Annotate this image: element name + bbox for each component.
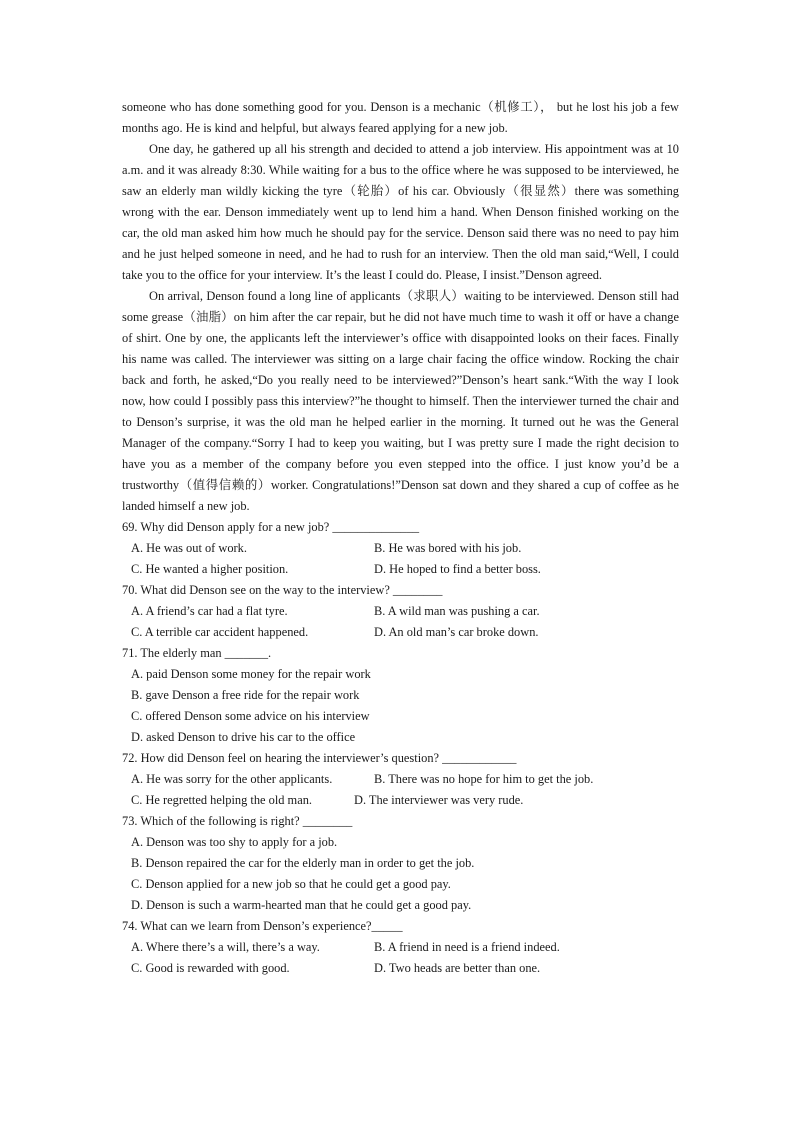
option-b: B. A friend in need is a friend indeed. <box>374 940 560 954</box>
option-row <box>122 538 679 559</box>
option-row <box>122 874 679 895</box>
option-b: B. gave Denson a free ride for the repair work <box>131 688 360 702</box>
option-row <box>122 937 679 958</box>
passage-paragraph-1: someone who has done something good for you. Denson is a mechanic（机修工）， but he lost his job a few months ago. He is kind and helpful, but always feared applying for a new job. <box>122 100 679 135</box>
question-stem: 69. Why did Denson apply for a new job? ______________ <box>122 520 420 534</box>
question-74 <box>122 916 679 979</box>
option-c: C. A terrible car accident happened. <box>131 625 309 639</box>
option-d: D. An old man’s car broke down. <box>374 625 539 639</box>
option-row <box>122 895 679 916</box>
option-row <box>122 790 679 811</box>
option-a: A. Where there’s a will, there’s a way. <box>131 940 320 954</box>
option-row <box>122 706 679 727</box>
option-c: C. Denson applied for a new job so that he could get a good pay. <box>131 877 451 891</box>
question-72 <box>122 748 679 811</box>
option-c: C. He regretted helping the old man. <box>131 793 312 807</box>
question-stem: 74. What can we learn from Denson’s experience?_____ <box>122 919 403 933</box>
option-row <box>122 559 679 580</box>
question-stem: 70. What did Denson see on the way to the interview? ________ <box>122 583 443 597</box>
option-c: C. Good is rewarded with good. <box>131 961 290 975</box>
option-d: D. asked Denson to drive his car to the office <box>131 730 356 744</box>
option-row <box>122 958 679 979</box>
option-row <box>122 664 679 685</box>
option-a: A. A friend’s car had a flat tyre. <box>131 604 288 618</box>
option-row <box>122 622 679 643</box>
option-d: D. The interviewer was very rude. <box>354 793 524 807</box>
option-b: B. He was bored with his job. <box>374 541 522 555</box>
question-69 <box>122 517 679 580</box>
option-row <box>122 853 679 874</box>
option-b: B. Denson repaired the car for the elderly man in order to get the job. <box>131 856 475 870</box>
question-70 <box>122 580 679 643</box>
question-stem: 72. How did Denson feel on hearing the interviewer’s question? ____________ <box>122 751 517 765</box>
option-a: A. paid Denson some money for the repair work <box>131 667 371 681</box>
option-row <box>122 601 679 622</box>
question-71 <box>122 643 679 748</box>
option-c: C. He wanted a higher position. <box>131 562 289 576</box>
option-d: D. Denson is such a warm-hearted man that he could get a good pay. <box>131 898 472 912</box>
option-b: B. There was no hope for him to get the job. <box>374 772 594 786</box>
option-a: A. Denson was too shy to apply for a job. <box>131 835 338 849</box>
option-d: D. Two heads are better than one. <box>374 961 541 975</box>
option-b: B. A wild man was pushing a car. <box>374 604 540 618</box>
option-row <box>122 727 679 748</box>
question-stem: 73. Which of the following is right? ________ <box>122 814 353 828</box>
option-d: D. He hoped to find a better boss. <box>374 562 541 576</box>
option-a: A. He was sorry for the other applicants. <box>131 772 333 786</box>
option-c: C. offered Denson some advice on his interview <box>131 709 370 723</box>
option-row <box>122 685 679 706</box>
question-73 <box>122 811 679 916</box>
option-row <box>122 769 679 790</box>
document-page <box>122 97 679 979</box>
option-row <box>122 832 679 853</box>
passage-paragraph-2: One day, he gathered up all his strength and decided to attend a job interview. His appointment was at 10 a.m. and it was already 8:30. While waiting for a bus to the office where he was supposed to be interviewed, he saw an elderly man wildly kicking the tyre（轮胎）of his car. Obviously（很显然）there was something wrong with the ear. Denson immediately went up to lend him a hand. When Denson finished working on the car, the old man asked him how much he should pay for the service. Denson said there was no need to pay him and he just helped someone in need, and he had to rush for an interview. Then the old man said,“Well, I could take you to the office for your interview. It’s the least I could do. Please, I insist.”Denson agreed. <box>122 142 679 282</box>
passage-paragraph-3: On arrival, Denson found a long line of applicants（求职人）waiting to be interviewed. Denson still had some grease（油脂）on him after the car repair, but he did not have much time to wash it off or have a change of shirt. One by one, the applicants left the interviewer’s office with disappointed looks on their faces. Finally his name was called. The interviewer was sitting on a large chair facing the office window. Rocking the chair back and forth, he asked,“Do you really need to be interviewed?”Denson’s heart sank.“With the way I look now, how could I possibly pass this interview?”he thought to himself. Then the interviewer turned the chair and to Denson’s surprise, it was the old man he helped earlier in the morning. It turned out he was the General Manager of the company.“Sorry I had to keep you waiting, but I was pretty sure I made the right decision to have you as a member of the company before you even stepped into the office. I just know you’d be a trustworthy（值得信赖的）worker. Congratulations!”Denson sat down and they shared a cup of coffee as he landed himself a new job. <box>122 289 679 513</box>
question-stem: 71. The elderly man _______. <box>122 646 272 660</box>
option-a: A. He was out of work. <box>131 541 247 555</box>
